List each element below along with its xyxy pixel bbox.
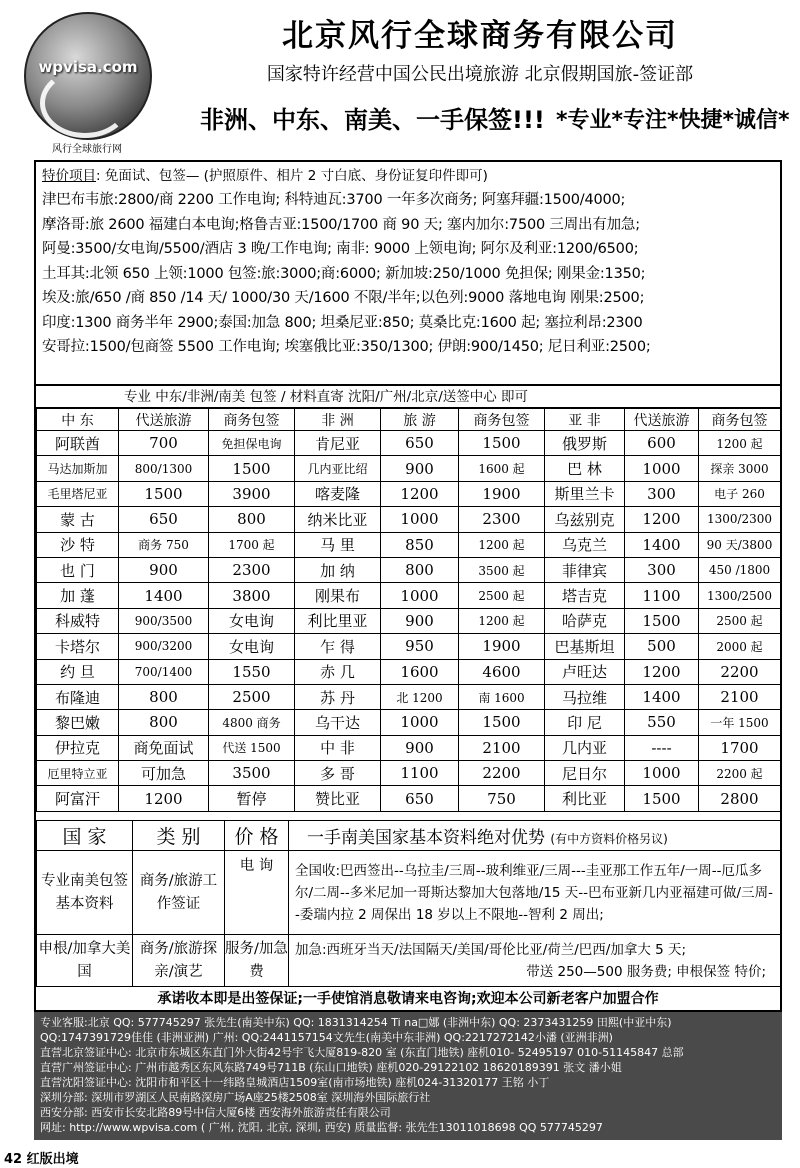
contact-line: 直营北京签证中心: 北京市东城区东直门外大街42号宇飞大厦819-820 室 (东直门地铁) 座机010- 52495197 010-51145847 总部 [40,1046,684,1059]
price-cell: 1200 [625,659,699,684]
price-cell: 2200 [699,659,781,684]
table-row [37,431,781,456]
price-cell: 1500 [625,608,699,633]
price-cell: 北 1200 [381,684,459,709]
table-row [37,456,781,481]
swoosh-icon [40,68,130,138]
column-header: 非 洲 [295,409,381,431]
special-title [42,166,774,188]
price-cell: 500 [625,634,699,659]
table-row [37,532,781,557]
sa-r2-detail-line2: 带送 250—500 服务费; 申根保签 特价; [526,963,766,980]
contact-box [34,1012,782,1140]
sa-r2-price: 服务/加急费 [225,935,289,987]
price-cell: 1000 [381,507,459,532]
column-header: 代送旅游 [625,409,699,431]
price-cell: 950 [381,634,459,659]
price-cell: 3500 [209,761,295,786]
special-line: 印度:1300 商务半年 2900;泰国:加急 800; 坦桑尼亚:850; 莫桑比克:1600 起; 塞拉利昂:2300 [42,314,643,331]
price-cell: 2100 [699,684,781,709]
price-cell: 900 [381,735,459,760]
country-cell: 尼日尔 [545,761,625,786]
sa-row-south-america [37,851,781,935]
sa-header-title [289,821,781,851]
price-cell: 800 [381,557,459,582]
sa-r1-price: 电 询 [225,851,289,935]
table-row [37,786,781,811]
price-cell: 1500 [625,786,699,811]
country-cell: 斯里兰卡 [545,481,625,506]
price-cell: 800/1300 [119,456,209,481]
country-cell: 阿富汗 [37,786,119,811]
country-cell: 哈萨克 [545,608,625,633]
sa-r2-type: 商务/旅游探亲/演艺 [133,935,225,987]
column-header: 代送旅游 [119,409,209,431]
price-cell: 300 [625,481,699,506]
country-cell: 巴基斯坦 [545,634,625,659]
country-cell: 也 门 [37,557,119,582]
contact-line: 深圳分部: 深圳市罗湖区人民南路深房广场A座25楼2508室 深圳海外国际旅行社 [40,1091,431,1104]
price-cell: 2500 起 [459,583,545,608]
price-cell: 800 [119,710,209,735]
country-cell: 卡塔尔 [37,634,119,659]
price-cell: 1400 [625,532,699,557]
price-cell: 女电询 [209,608,295,633]
country-cell: 菲律宾 [545,557,625,582]
price-cell: 3500 起 [459,557,545,582]
sa-r2-detail-line1: 加急:西班牙当天/法国隔天/美国/哥伦比亚/荷兰/巴西/加拿大 5 天; [295,941,687,958]
price-cell: 暂停 [209,786,295,811]
sa-header-country: 国 家 [37,821,133,851]
price-cell: 1100 [381,761,459,786]
table-row [37,608,781,633]
price-cell: 3900 [209,481,295,506]
country-cell: 加 纳 [295,557,381,582]
price-cell: 1000 [625,456,699,481]
special-title-text: : 免面试、包签— (护照原件、相片 2 寸白底、身份证复印件即可) [96,168,488,184]
table-row [37,634,781,659]
sa-r1-type: 商务/旅游工作签证 [133,851,225,935]
price-cell: 1900 [459,481,545,506]
price-cell: 1200 起 [459,532,545,557]
price-cell: 1000 [381,710,459,735]
special-line: 安哥拉:1500/包商签 5500 工作电询; 埃塞俄比亚:350/1300; 伊朗:900/1450; 尼日利亚:2500; [42,339,651,355]
country-cell: 阿联酋 [37,431,119,456]
price-cell: 1550 [209,659,295,684]
contact-line: 专业客服:北京 QQ: 577745297 张先生(南美中东) QQ: 1831314254 Ti na□娜 (非洲中东) QQ: 2373431259 田熙(中亚中东) [40,1016,672,1029]
price-cell: 550 [625,710,699,735]
country-cell: 马 里 [295,532,381,557]
country-cell: 赞比亚 [295,786,381,811]
country-cell: 多 哥 [295,761,381,786]
price-cell: 1500 [459,431,545,456]
visa-price-table [36,408,781,812]
page-footer: 42 红版出境 [4,1152,79,1167]
price-cell: 2300 [459,507,545,532]
price-cell: 2200 起 [699,761,781,786]
country-cell: 约 旦 [37,659,119,684]
table-row [37,761,781,786]
slogan-values: *专业*专注*快捷*诚信* [556,108,790,133]
column-header: 商务包签 [459,409,545,431]
logo-url: wpvisa.com [38,58,138,76]
price-cell: 300 [625,557,699,582]
contact-line: 网址: http://www.wpvisa.com ( 广州, 沈阳, 北京, 深圳, 西安) 质量监督: 张先生13011018698 QQ 577745297 [40,1121,603,1134]
visa-table-area [36,384,780,812]
country-cell: 乍 得 [295,634,381,659]
price-cell: 1700 [699,735,781,760]
column-header: 商务包签 [699,409,781,431]
price-cell: 1500 [119,481,209,506]
price-cell: 2200 [459,761,545,786]
sa-r2-detail [289,935,781,987]
price-cell: 1100 [625,583,699,608]
price-cell: 南 1600 [459,684,545,709]
special-line: 土耳其:北领 650 上领:1000 包签:旅:3000;商:6000; 新加坡:250/1000 免担保; 刚果金:1350; [42,265,646,282]
price-cell: 1000 [381,583,459,608]
price-cell: 1300/2300 [699,507,781,532]
column-header: 旅 游 [381,409,459,431]
price-cell: 可加急 [119,761,209,786]
price-cell: 商务 750 [119,532,209,557]
country-cell: 中 非 [295,735,381,760]
table-row [37,583,781,608]
price-cell: 2100 [459,735,545,760]
price-cell: 1400 [119,583,209,608]
country-cell: 刚果布 [295,583,381,608]
price-cell: 850 [381,532,459,557]
price-cell: 1400 [625,684,699,709]
south-america-table [36,820,781,987]
special-label: 特价项目 [42,168,96,184]
country-cell: 赤 几 [295,659,381,684]
country-cell: 俄罗斯 [545,431,625,456]
price-cell: 3800 [209,583,295,608]
price-cell: 1200 [381,481,459,506]
country-cell: 伊拉克 [37,735,119,760]
company-name: 北京风行全球商务有限公司 [282,18,678,54]
price-cell: ---- [625,735,699,760]
sa-r1-country: 专业南美包签基本资料 [37,851,133,935]
price-cell: 探亲 3000 [699,456,781,481]
sa-r1-detail: 全国收:巴西签出--乌拉圭/三周--玻利维亚/三周---圭亚那工作五年/一周--厄瓜多尔/二周--多米尼加一哥斯达黎加大包落地/15 天--巴布亚新几内亚福建可做/三周--委瑞内拉 2 周保出 18 岁以上不限地--智利 2 周出; [289,851,781,935]
sa-header-type: 类 别 [133,821,225,851]
price-cell: 1200 起 [699,431,781,456]
column-header: 亚 非 [545,409,625,431]
table-row [37,481,781,506]
price-cell: 900 [119,557,209,582]
table-row [37,710,781,735]
price-cell: 650 [381,431,459,456]
price-cell: 4600 [459,659,545,684]
contact-line: QQ:1747391729佳佳 (非洲亚洲) 广州: QQ:2441157154文先生(南美中东非洲) QQ:2217272142小潘 (亚洲非洲) [40,1031,613,1044]
price-cell: 650 [381,786,459,811]
country-cell: 黎巴嫩 [37,710,119,735]
country-cell: 马拉维 [545,684,625,709]
column-header: 商务包签 [209,409,295,431]
price-cell: 600 [625,431,699,456]
country-cell: 沙 特 [37,532,119,557]
table-row [37,557,781,582]
price-cell: 1600 起 [459,456,545,481]
price-cell: 900/3200 [119,634,209,659]
price-cell: 2500 起 [699,608,781,633]
special-line: 埃及:旅/650 /商 850 /14 天/ 1000/30 天/1600 不限/半年;以色列:9000 落地电询 刚果:2500; [42,290,645,306]
country-cell: 几内亚比绍 [295,456,381,481]
license-line: 国家特许经营中国公民出境旅游 北京假期国旅-签证部 [266,64,694,85]
price-cell: 1000 [625,761,699,786]
country-cell: 几内亚 [545,735,625,760]
country-cell: 印 尼 [545,710,625,735]
price-cell: 90 天/3800 [699,532,781,557]
price-cell: 一年 1500 [699,710,781,735]
contact-line: 直营广州签证中心: 广州市越秀区东风东路749号711B (东山口地铁) 座机020-29122102 18620189391 张文 潘小姐 [40,1061,622,1074]
price-cell: 1200 [119,786,209,811]
country-cell: 利比亚 [545,786,625,811]
sa-header-price: 价 格 [225,821,289,851]
price-cell: 800 [119,684,209,709]
price-cell: 代送 1500 [209,735,295,760]
sa-row-schengen [37,935,781,987]
country-cell: 喀麦隆 [295,481,381,506]
special-line: 阿曼:3500/女电询/5500/酒店 3 晚/工作电询; 南非: 9000 上领电询; 阿尔及利亚:1200/6500; [42,241,639,257]
price-cell: 1600 [381,659,459,684]
sa-title-text: 一手南美国家基本资料绝对优势 [307,828,545,848]
price-cell: 2500 [209,684,295,709]
country-cell: 乌克兰 [545,532,625,557]
price-cell: 900/3500 [119,608,209,633]
special-line: 津巴布韦旅:2800/商 2200 工作电询; 科特迪瓦:3700 一年多次商务; 阿塞拜疆:1500/4000; [42,192,626,208]
country-cell: 利比里亚 [295,608,381,633]
header [0,0,800,158]
country-cell: 毛里塔尼亚 [37,481,119,506]
price-cell: 900 [381,456,459,481]
price-cell: 商免面试 [119,735,209,760]
price-cell: 700 [119,431,209,456]
table-row [37,507,781,532]
price-cell: 900 [381,608,459,633]
country-cell: 塔吉克 [545,583,625,608]
price-cell: 1500 [209,456,295,481]
price-cell: 650 [119,507,209,532]
country-cell: 马达加斯加 [37,456,119,481]
price-cell: 2000 起 [699,634,781,659]
company-logo [22,8,157,156]
slogan-regions: 非洲、中东、南美、一手保签!!! [200,106,545,134]
logo-caption: 风行全球旅行网 [52,144,122,155]
commitment-line: 承诺收本即是出签保证;一手使馆消息敬请来电咨询;欢迎本公司新老客户加盟合作 [36,986,780,1010]
special-line: 摩洛哥:旅 2600 福建白本电询;格鲁吉亚:1500/1700 商 90 天; 塞内加尔:7500 三周出有加急; [42,216,640,233]
price-cell: 1200 [625,507,699,532]
price-cell: 女电询 [209,634,295,659]
price-cell: 1300/2500 [699,583,781,608]
country-cell: 巴 林 [545,456,625,481]
price-cell: 1700 起 [209,532,295,557]
country-cell: 加 蓬 [37,583,119,608]
column-header: 中 东 [37,409,119,431]
table-row [37,684,781,709]
country-cell: 肯尼亚 [295,431,381,456]
price-cell: 800 [209,507,295,532]
country-cell: 苏 丹 [295,684,381,709]
sa-header-row [37,821,781,851]
price-cell: 免担保电询 [209,431,295,456]
country-cell: 乌兹别克 [545,507,625,532]
price-cell: 1500 [459,710,545,735]
special-offers [36,162,780,384]
contact-line: 西安分部: 西安市长安北路89号中信大厦6楼 西安海外旅游责任有限公司 [40,1106,391,1119]
table-header-row [37,409,781,431]
main-box [34,160,782,1012]
country-cell: 布隆迪 [37,684,119,709]
table-row [37,659,781,684]
country-cell: 厄里特立亚 [37,761,119,786]
country-cell: 蒙 古 [37,507,119,532]
sa-title-note: (有中方资料价格另议) [550,832,668,846]
price-cell: 4800 商务 [209,710,295,735]
sa-r2-country: 申根/加拿大美国 [37,935,133,987]
south-america-section [36,820,780,987]
price-cell: 700/1400 [119,659,209,684]
country-cell: 纳米比亚 [295,507,381,532]
table-banner: 专业 中东/非洲/南美 包签 / 材料直寄 沈阳/广州/北京/送签中心 即可 [36,384,780,408]
price-cell: 750 [459,786,545,811]
contact-line: 直营沈阳签证中心: 沈阳市和平区十一纬路皇城酒店1509室(南市场地铁) 座机024-31320177 王铭 小丁 [40,1076,550,1089]
country-cell: 卢旺达 [545,659,625,684]
price-cell: 电子 260 [699,481,781,506]
price-cell: 1200 起 [459,608,545,633]
price-cell: 1900 [459,634,545,659]
price-cell: 450 /1800 [699,557,781,582]
price-cell: 2800 [699,786,781,811]
country-cell: 乌干达 [295,710,381,735]
country-cell: 科威特 [37,608,119,633]
price-cell: 2300 [209,557,295,582]
table-row [37,735,781,760]
